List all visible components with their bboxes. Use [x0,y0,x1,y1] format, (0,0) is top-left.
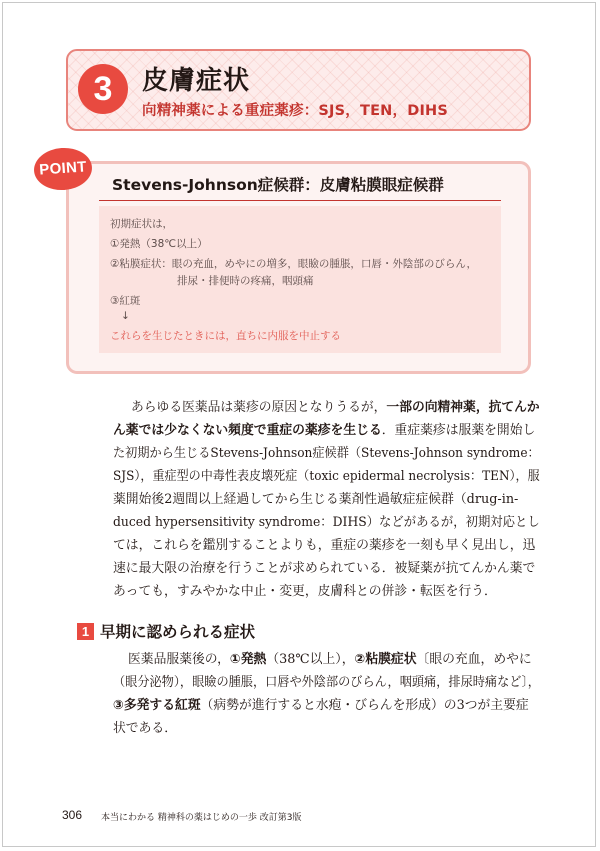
emphasis-text: ①発熱 [229,652,267,667]
body-line: あらゆる医薬品は薬疹の原因となりうるが，一部の向精神薬，抗てんか [131,400,540,415]
point-line: ③紅斑 [110,295,141,307]
emphasis-text: ん薬では少なくない頻度で重症の薬疹を生じる [113,423,382,438]
chapter-subtitle: 向精神薬による重症薬疹：SJS，TEN，DIHS [142,103,449,119]
body-line: （眼分泌物），眼瞼の腫脹，口唇や外陰部のびらん，咽頭痛，排尿時痛など〕， [113,675,540,690]
body-line: 状である． [113,721,177,736]
point-title-rule [99,200,501,201]
body-line: ん薬では少なくない頻度で重症の薬疹を生じる．重症薬疹は服薬を開始し [113,423,536,438]
body-line: 医薬品服薬後の，①発熱（38℃以上），②粘膜症状〔眼の充血，めやに [128,652,532,667]
point-line: 初期症状は， [110,218,173,230]
emphasis-text: ③多発する紅斑 [113,698,201,713]
section-title: 早期に認められる症状 [100,623,256,641]
point-line: 排尿・排便時の疼痛，咽頭痛 [177,275,314,287]
chapter-header [66,49,531,131]
book-title: 本当にわかる 精神科の薬はじめの一歩 改訂第3版 [101,813,302,823]
point-conclusion: これらを生じたときには，直ちに内服を中止する [110,330,341,342]
emphasis-text: 一部の向精神薬，抗てんか [386,400,540,415]
point-title: Stevens-Johnson症候群：皮膚粘膜眼症候群 [112,176,444,194]
body-line: 薬開始後2週間以上経過してから生じる薬剤性過敏症症候群（drug-in- [113,492,519,507]
page-number: 306 [62,808,83,822]
emphasis-text: ②粘膜症状 [354,652,417,667]
point-line: ②粘膜症状：眼の充血，めやにの増多，眼瞼の腫脹，口唇・外陰部のびらん， [110,258,478,270]
body-line: duced hypersensitivity syndrome：DIHS）などがあるが，初期対応とし [113,515,540,530]
body-line: ③多発する紅斑（病勢が進行すると水疱・びらんを形成）の3つが主要症 [113,698,529,713]
chapter-title: 皮膚症状 [142,66,251,96]
chapter-number: 3 [78,64,128,114]
body-line: あっても，すみやかな中止・変更，皮膚科との併診・転医を行う． [113,584,497,599]
body-line: 速に最大限の治療を行うことが求められている．被疑薬が抗てんかん薬で [113,561,536,576]
point-line: ①発熱（38℃以上） [110,238,208,250]
body-line: SJS），重症型の中毒性表皮壊死症（toxic epidermal necrolysis：TEN），服 [113,469,540,484]
body-line: ては，これらを鑑別することよりも，重症の薬疹を一刻も早く見出し，迅 [113,538,536,553]
down-arrow-icon: ↓ [121,310,130,322]
section-number: 1 [77,623,94,640]
body-line: た初期から生じるStevens-Johnson症候群（Stevens-Johnson syndrome： [113,446,540,461]
point-badge: POINT [33,146,94,192]
